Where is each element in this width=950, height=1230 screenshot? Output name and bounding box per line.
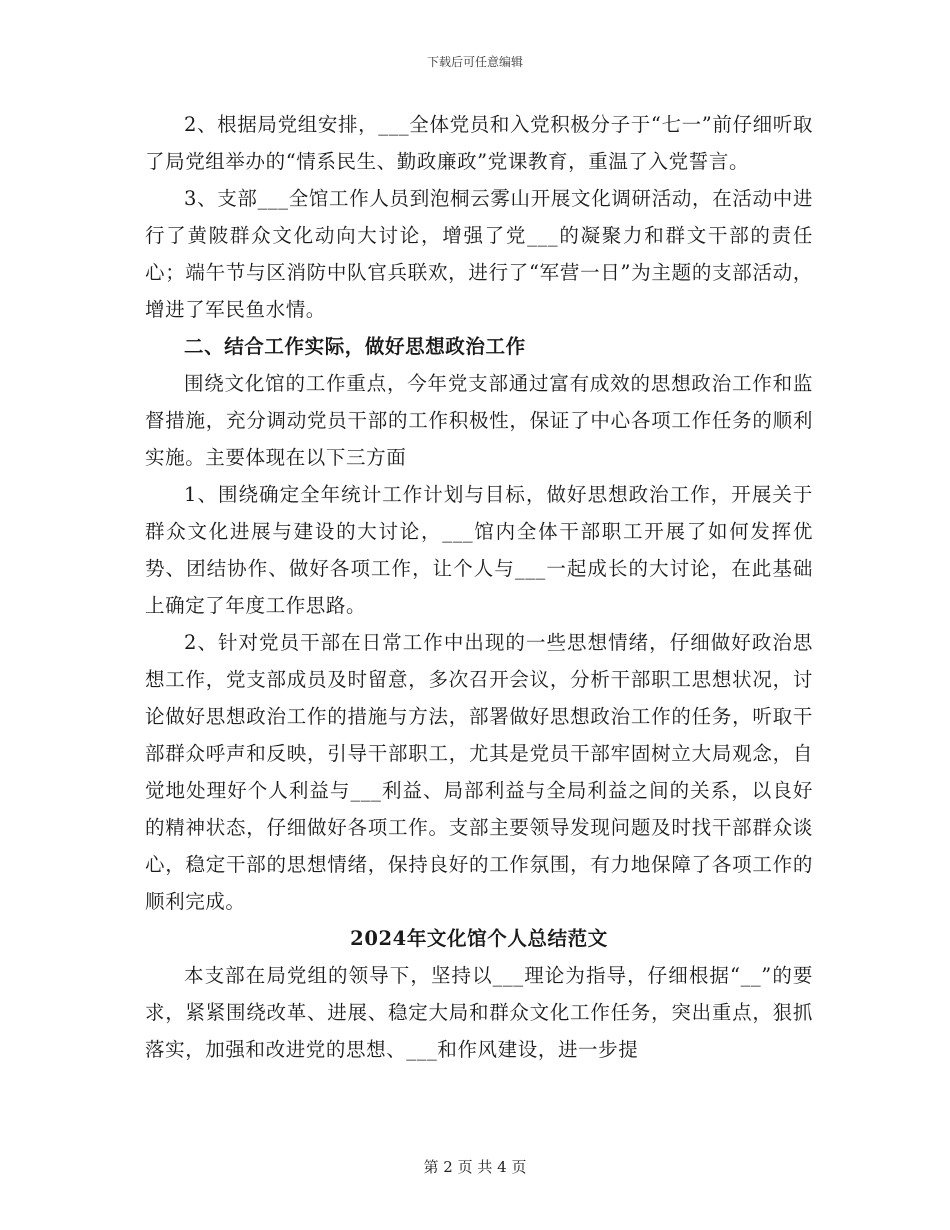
paragraph-annual-plan: 1、围绕确定全年统计工作计划与目标，做好思想政治工作，开展关于群众文化进展与建设的大讨论，___馆内全体干部职工开展了如何发挥优势、团结协作、做好各项工作，让个人与___一起成长的大讨论，在此基础上确定了年度工作思路。 (145, 483, 813, 617)
paragraph-branch-summary: 本支部在局党组的领导下，坚持以___理论为指导，仔细根据“__”的要求，紧紧围绕改革、进展、稳定大局和群众文化工作任务，突出重点，狠抓落实，加强和改进党的思想、___和作风建设，进一步提 (145, 964, 813, 1061)
paragraph-ideological-work: 2、针对党员干部在日常工作中出现的一些思想情绪，仔细做好政治思想工作，党支部成员及时留意，多次召开会议，分析干部职工思想状况，讨论做好思想政治工作的措施与方法，部署做好思想政治工作的任务，听取干部群众呼声和反映，引导干部职工，尤其是党员干部牢固树立大局观念，自觉地处理好个人利益与___利益、局部利益与全局利益之间的关系，以良好的精神状态，仔细做好各项工作。支部主要领导发现问题及时找干部群众谈心，稳定干部的思想情绪，保持良好的工作氛围，有力地保障了各项工作的顺利完成。 (145, 631, 813, 913)
document-body (145, 106, 813, 1068)
paragraph-party-lesson: 2、根据局党组安排，___全体党员和入党积极分子于“七一”前仔细听取了局党组举办的“情系民生、勤政廉政”党课教育，重温了入党誓言。 (145, 113, 813, 173)
paragraph-work-focus: 围绕文化馆的工作重点，今年党支部通过富有成效的思想政治工作和监督措施，充分调动党员干部的工作积极性，保证了中心各项工作任务的顺利实施。主要体现在以下三方面 (145, 372, 813, 469)
page-header: 下载后可任意编辑 (426, 55, 523, 69)
section-heading-political-work: 二、结合工作实际，做好思想政治工作 (184, 335, 526, 358)
document-title: 2024年文化馆个人总结范文 (350, 927, 608, 950)
paragraph-cultural-research: 3、支部___全馆工作人员到泡桐云雾山开展文化调研活动，在活动中进行了黄陂群众文化动向大讨论，增强了党___的凝聚力和群文干部的责任心；端午节与区消防中队官兵联欢，进行了“军营一日”为主题的支部活动，增进了军民鱼水情。 (145, 187, 813, 321)
page-number-footer: 第 2 页 共 4 页 (423, 1158, 527, 1176)
